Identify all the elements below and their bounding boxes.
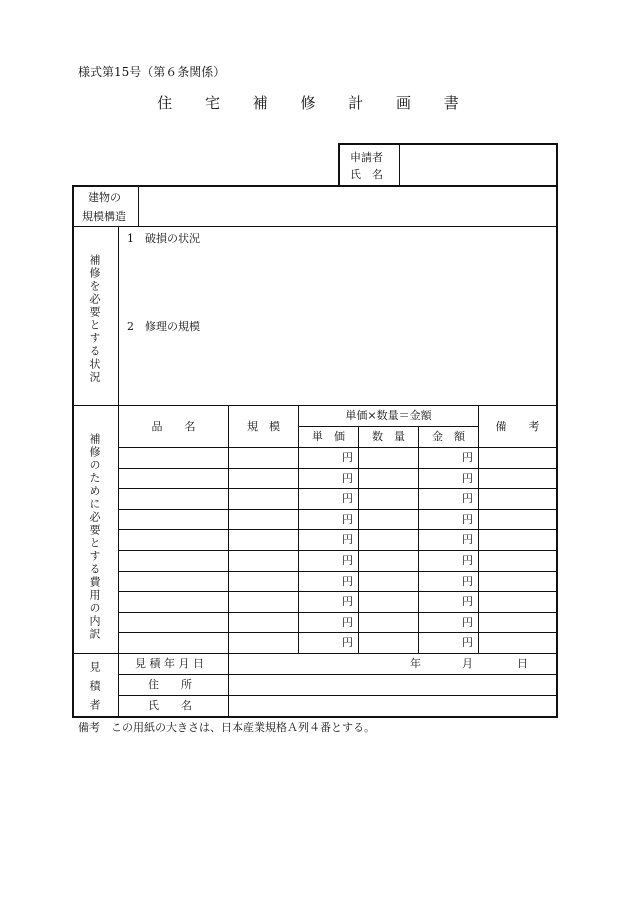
applicant-label: 申請者 [350,151,383,164]
damage-status-label: 1 破損の状況 [127,232,200,245]
estimator-side-label: 見積者 [88,661,101,718]
estimator-address-field[interactable] [229,675,555,694]
applicant-name-label: 氏 名 [350,168,383,181]
amount-yen: 円 [462,533,473,547]
unit-price-yen: 円 [342,492,353,506]
building-structure-label: 規模構造 [82,210,126,223]
situation-field[interactable] [119,248,555,318]
amount-yen: 円 [462,574,473,588]
header-item-name: 品 名 [151,420,196,433]
estimate-year-label: 年 [410,657,421,670]
estimator-address-label: 住 所 [148,678,192,691]
cost-row-field[interactable] [119,530,556,549]
building-label: 建物の [88,191,121,204]
cost-row-field[interactable] [119,489,556,508]
amount-yen: 円 [462,636,473,650]
unit-price-yen: 円 [342,512,353,526]
building-structure-field[interactable] [139,186,555,225]
applicant-name-field[interactable] [400,144,555,185]
remarks-note: 備考 この用紙の大きさは、日本産業規格Ａ列４番とする。 [78,721,375,734]
unit-price-yen: 円 [342,471,353,485]
amount-yen: 円 [462,451,473,464]
amount-yen: 円 [462,471,473,485]
unit-price-yen: 円 [342,636,353,650]
header-remarks: 備 考 [495,420,540,433]
header-formula: 単価×数量＝金額 [345,409,432,422]
estimator-name-label: 氏 名 [148,699,192,712]
amount-yen: 円 [462,554,473,567]
cost-row-field[interactable] [119,469,556,488]
header-unit-price: 単 価 [312,430,345,443]
form-number: 様式第15号（第６条関係） [78,65,226,79]
situation-side-label: 補修を必要とする状況 [88,254,101,384]
cost-row-field[interactable] [119,551,556,570]
cost-row-field[interactable] [119,572,556,591]
unit-price-yen: 円 [342,451,353,464]
cost-row-field[interactable] [119,592,556,611]
unit-price-yen: 円 [342,595,353,609]
unit-price-yen: 円 [342,554,353,567]
header-quantity: 数 量 [372,430,405,443]
cost-row-field[interactable] [119,633,556,652]
amount-yen: 円 [462,492,473,506]
amount-yen: 円 [462,512,473,526]
cost-side-label: 補修のために必要とする費用の内訳 [88,433,101,641]
cost-row-field[interactable] [119,448,556,467]
estimate-month-label: 月 [462,657,473,670]
unit-price-yen: 円 [342,574,353,588]
header-amount: 金 額 [432,430,465,443]
estimate-date-field[interactable] [229,654,399,673]
amount-yen: 円 [462,595,473,609]
header-spec: 規 模 [247,420,280,433]
unit-price-yen: 円 [342,533,353,547]
amount-yen: 円 [462,615,473,629]
repair-scale-label: 2 修理の規模 [127,320,200,333]
estimate-day-label: 日 [517,657,528,670]
cost-row-field[interactable] [119,613,556,632]
estimate-date-label: 見 積 年 月 日 [135,657,204,670]
cost-row-field[interactable] [119,510,556,529]
unit-price-yen: 円 [342,615,353,629]
page-title: 住 宅 補 修 計 画 書 [157,94,473,112]
estimator-name-field[interactable] [229,696,555,715]
